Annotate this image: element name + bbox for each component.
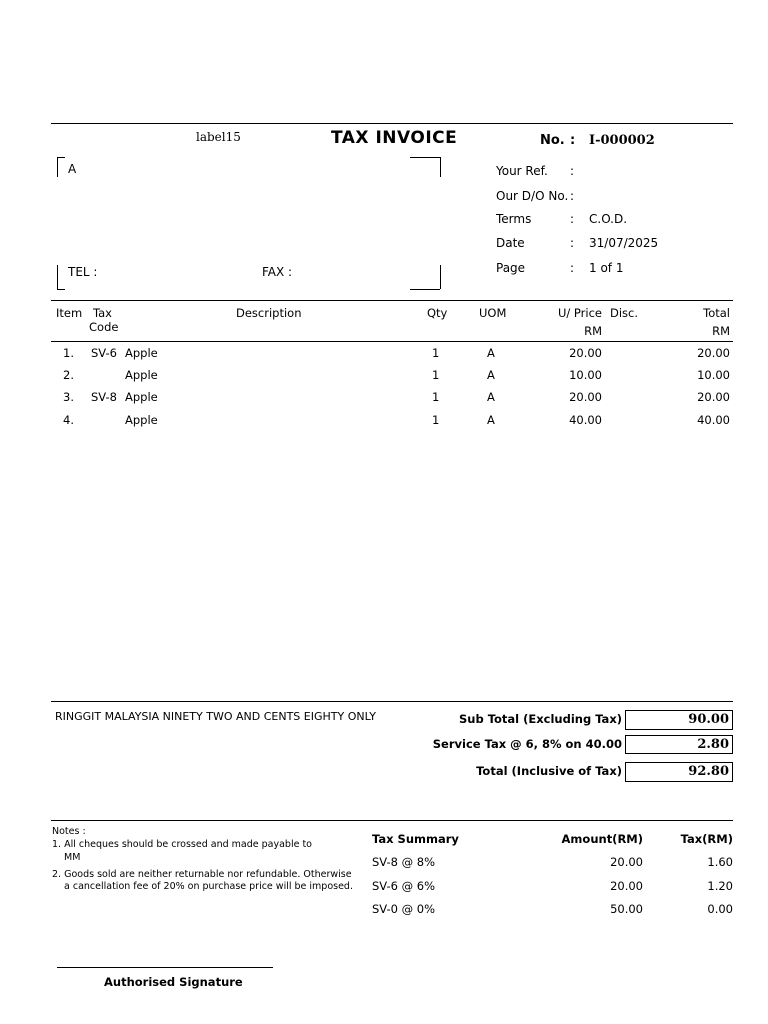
tax-summary-amount: 50.00 [610,902,643,916]
signature-line [57,967,273,968]
col-item: Item [56,306,83,320]
top-rule [51,123,733,124]
address-corner-tr [410,157,440,158]
row-item: 3. [63,390,74,404]
row-description: Apple [125,368,158,382]
date-value: 31/07/2025 [589,236,659,250]
service-tax-value: 2.80 [625,735,733,754]
row-qty: 1 [432,390,440,404]
tax-summary-code: SV-8 @ 8% [372,855,436,869]
do-label: Our D/O No. [496,189,569,203]
row-item: 2. [63,368,74,382]
total-label: Total (Inclusive of Tax) [476,764,622,778]
notes-line-2a: 2. Goods sold are neither returnable nor refundable. Otherwise [52,869,352,880]
row-description: Apple [125,413,158,427]
row-description: Apple [125,390,158,404]
address-corner-tl-v [57,157,58,177]
fax-label: FAX : [262,265,293,279]
col-qty: Qty [427,306,448,320]
row-tax-code: SV-6 [91,346,117,360]
address-corner-tr-v [440,157,441,177]
col-total-2: RM [712,324,730,338]
ref-colon: : [570,164,575,178]
row-tax-code: SV-8 [91,390,117,404]
row-uom: A [487,368,495,382]
tax-summary-code: SV-0 @ 0% [372,902,436,916]
col-uprice-2: RM [584,324,602,338]
date-colon: : [570,236,575,250]
row-qty: 1 [432,368,440,382]
row-uprice: 20.00 [569,390,602,404]
row-uprice: 20.00 [569,346,602,360]
row-total: 10.00 [697,368,730,382]
tax-summary-amount: 20.00 [610,879,643,893]
amount-in-words: RINGGIT MALAYSIA NINETY TWO AND CENTS EIGHTY ONLY [55,710,376,723]
row-total: 20.00 [697,346,730,360]
tax-summary-tax: 0.00 [707,902,733,916]
notes-line-2b: a cancellation fee of 20% on purchase price will be imposed. [64,881,353,892]
address-corner-bl [57,289,65,290]
col-total-1: Total [703,306,730,320]
tel-label: TEL : [68,265,98,279]
row-uom: A [487,346,495,360]
tax-summary-amount: 20.00 [610,855,643,869]
col-description: Description [236,306,302,320]
totals-top-rule [51,701,733,702]
tax-summary-heading: Tax Summary [372,832,459,846]
customer-name: A [68,162,77,176]
subtotal-label: Sub Total (Excluding Tax) [459,712,622,726]
row-uom: A [487,413,495,427]
row-qty: 1 [432,346,440,360]
row-uprice: 10.00 [569,368,602,382]
col-tax-code-1: Tax [93,306,112,320]
row-uom: A [487,390,495,404]
page-label: Page [496,261,526,275]
col-uprice-1: U/ Price [557,306,602,320]
terms-colon: : [570,212,575,226]
notes-line-1b: MM [64,852,81,863]
terms-label: Terms [496,212,532,226]
invoice-no-label: No. [540,133,565,148]
col-disc: Disc. [610,306,639,320]
subtotal-value: 90.00 [625,710,733,730]
total-value: 92.80 [625,762,733,782]
address-corner-br [410,289,440,290]
tax-summary-tax-heading: Tax(RM) [680,832,733,846]
ref-label: Your Ref. [496,164,548,178]
table-header-rule [51,341,733,342]
address-corner-tl [57,157,65,158]
invoice-no-colon: : [570,133,576,148]
date-label: Date [496,236,525,250]
service-tax-label: Service Tax @ 6, 8% on 40.00 [432,737,622,751]
row-item: 1. [63,346,74,360]
header-label: label15 [196,130,241,144]
notes-top-rule [51,820,733,821]
address-corner-bl-v [57,265,58,289]
row-item: 4. [63,413,74,427]
do-colon: : [570,189,575,203]
invoice-no-value: I-000002 [589,133,655,148]
signature-label: Authorised Signature [104,975,243,989]
notes-heading: Notes : [52,826,86,837]
row-qty: 1 [432,413,440,427]
tax-summary-code: SV-6 @ 6% [372,879,436,893]
col-uom: UOM [479,306,507,320]
row-uprice: 40.00 [569,413,602,427]
page-value: 1 of 1 [589,261,624,275]
address-corner-br-v [440,265,441,289]
terms-value: C.O.D. [589,212,628,226]
notes-line-1a: 1. All cheques should be crossed and made payable to [52,839,312,850]
invoice-title: TAX INVOICE [331,128,458,148]
row-total: 40.00 [697,413,730,427]
tax-summary-tax: 1.60 [707,855,733,869]
row-total: 20.00 [697,390,730,404]
row-description: Apple [125,346,158,360]
col-tax-code-2: Code [89,320,119,334]
page-colon: : [570,261,575,275]
tax-summary-amount-heading: Amount(RM) [561,832,643,846]
table-top-rule [51,300,733,301]
tax-summary-tax: 1.20 [707,879,733,893]
